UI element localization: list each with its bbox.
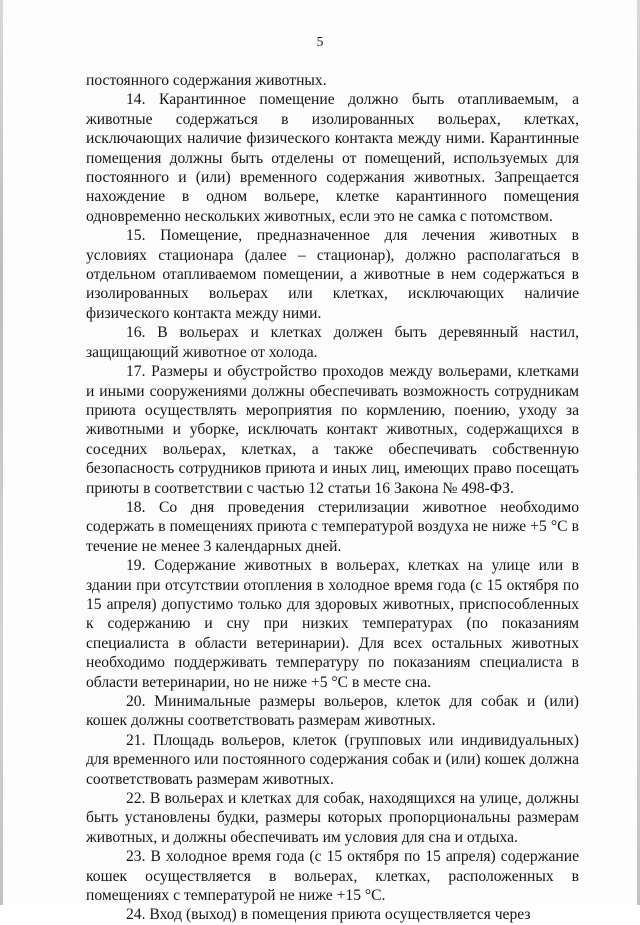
paragraph-18: 18. Со дня проведения стерилизации животное необходимо содержать в помещениях приюта с температурой воздуха не ниже +5 °С в течение не менее 3 календарных дней.: [86, 498, 579, 555]
paragraph-22: 22. В вольерах и клетках для собак, находящихся на улице, должны быть установлены будки, размеры которых пропорциональны размерам животных, и должны обеспечивать им условия для сна и отдыха.: [86, 790, 579, 846]
paragraph-17: 17. Размеры и обустройство проходов между вольерами, клетками и иными сооружениями должны обеспечивать возможность сотрудникам приюта осуществлять мероприятия по кормлению, поению, уходу за животными и уборке, исключать контакт животных, содержащихся в соседних вольерах, клетках, а также обеспечивать собственную безопасность сотрудников приюта и иных лиц, имеющих право посещать приюты в соответствии с частью 12 статьи 16 Закона № 498-ФЗ.: [86, 363, 579, 497]
paragraph-16: 16. В вольерах и клетках должен быть деревянный настил, защищающий животное от холода.: [86, 324, 579, 361]
paragraph-15: 15. Помещение, предназначенное для лечения животных в условиях стационара (далее – стационар), должно располагаться в отдельном отапливаемом помещении, а животные в нем содержаться в изолированных вольерах или клетках, исключающих наличие физического контакта между ними.: [86, 227, 579, 322]
document-body: [86, 71, 579, 925]
paragraph-23: 23. В холодное время года (с 15 октября по 15 апреля) содержание кошек осуществляется в вольерах, клетках, расположенных в помещениях с температурой не ниже +15 °С.: [86, 848, 579, 905]
paragraph-14: 14. Карантинное помещение должно быть отапливаемым, а животные содержаться в изолированных вольерах, клетках, исключающих наличие физического контакта между ними. Карантинные помещения должны быть отделены от помещений, используемых для постоянного и (или) временного содержания животных. Запрещается нахождение в одном вольере, клетке карантинного помещения одновременно нескольких животных, если это не самка с потомством.: [86, 91, 579, 225]
page-number: 5: [316, 34, 324, 49]
paragraph-24: 24. Вход (выход) в помещения приюта осуществляется через: [126, 906, 531, 924]
paragraph-19: 19. Содержание животных в вольерах, клетках на улице или в здании при отсутствии отопления в холодное время года (с 15 октября по 15 апреля) допустимо только для здоровых животных, приспособленных к содержанию и сну при низких температурах (по показаниям специалиста в области ветеринарии). Для всех остальных животных необходимо поддерживать температуру по показаниям специалиста в области ветеринарии, но не ниже +5 °С в месте сна.: [86, 557, 579, 691]
paragraph-20: 20. Минимальные размеры вольеров, клеток для собак и (или) кошек должны соответствовать размерам животных.: [86, 693, 579, 730]
paragraph-continuation: постоянного содержания животных.: [86, 72, 327, 89]
paragraph-21: 21. Площадь вольеров, клеток (групповых или индивидуальных) для временного или постоянного содержания собак и (или) кошек должна соответствовать размерам животных.: [86, 731, 579, 788]
scan-edge-left: [0, 0, 3, 905]
